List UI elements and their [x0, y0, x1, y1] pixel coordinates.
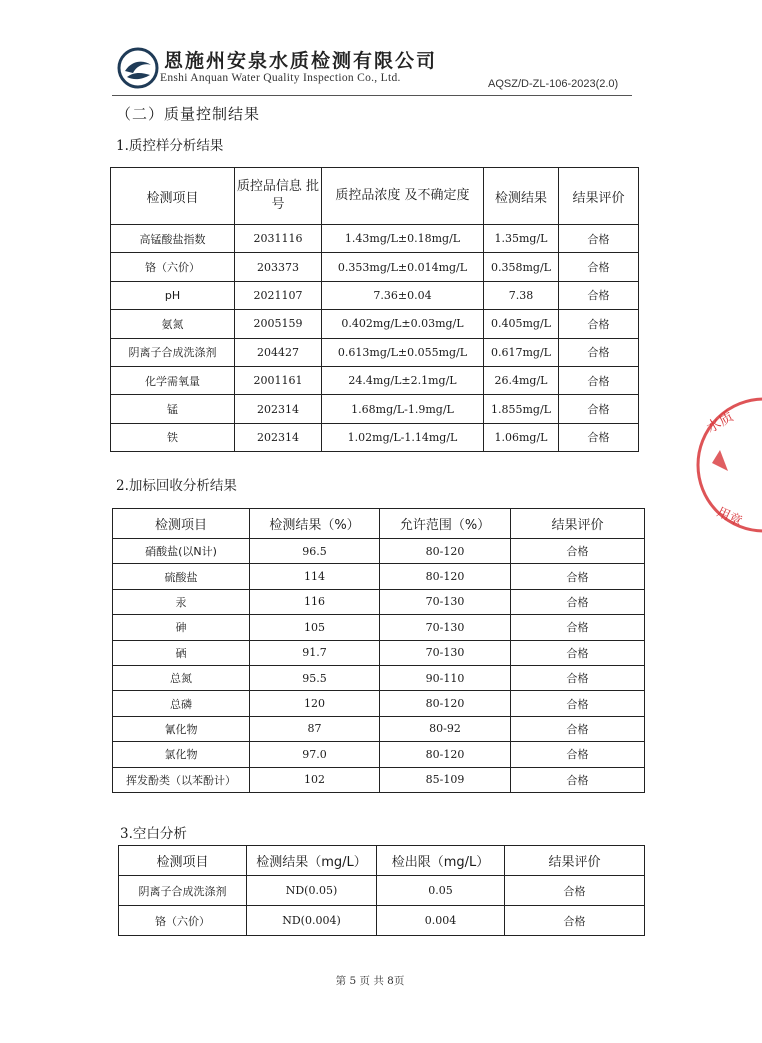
- table-cell: 0.405mg/L: [484, 310, 559, 338]
- table-cell: 0.617mg/L: [484, 338, 559, 366]
- document-code: AQSZ/D-ZL-106-2023(2.0): [488, 78, 619, 90]
- table-header-row: [119, 846, 645, 876]
- table-cell: 91.7: [250, 640, 380, 665]
- table-cell: 80-120: [380, 539, 511, 564]
- table-cell: 1.68mg/L-1.9mg/L: [322, 395, 484, 423]
- table-cell: 2001161: [235, 366, 322, 394]
- column-header: 允许范围（%）: [380, 509, 511, 539]
- table-row: [113, 539, 645, 564]
- table-cell: 高锰酸盐指数: [111, 225, 235, 253]
- table-cell: 铬（六价）: [119, 906, 247, 936]
- table-cell: 0.402mg/L±0.03mg/L: [322, 310, 484, 338]
- table-header-row: [111, 168, 639, 225]
- table-cell: ND(0.05): [247, 876, 377, 906]
- table-cell: 1.35mg/L: [484, 225, 559, 253]
- column-header: 检测项目: [111, 168, 235, 225]
- table-cell: 化学需氧量: [111, 366, 235, 394]
- table-cell: 202314: [235, 423, 322, 451]
- table-row: [113, 665, 645, 690]
- blank-analysis-title: 3.空白分析: [120, 826, 187, 842]
- table-cell: 总磷: [113, 691, 250, 716]
- table-cell: 合格: [559, 338, 639, 366]
- spike-recovery-title: 2.加标回收分析结果: [116, 478, 237, 494]
- table-cell: 24.4mg/L±2.1mg/L: [322, 366, 484, 394]
- table-cell: 合格: [511, 564, 645, 589]
- table-cell: 硫酸盐: [113, 564, 250, 589]
- table-cell: 总氮: [113, 665, 250, 690]
- table-cell: 铁: [111, 423, 235, 451]
- company-name-en: Enshi Anquan Water Quality Inspection Co., Ltd.: [160, 72, 401, 84]
- table-cell: 80-120: [380, 564, 511, 589]
- header-divider: [112, 95, 632, 96]
- table-cell: 氨氮: [111, 310, 235, 338]
- table-cell: pH: [111, 281, 235, 309]
- table-cell: 26.4mg/L: [484, 366, 559, 394]
- table-row: [113, 589, 645, 614]
- table-cell: 阴离子合成洗涤剂: [119, 876, 247, 906]
- company-name-cn: 恩施州安泉水质检测有限公司: [164, 50, 438, 72]
- table-row: [111, 395, 639, 423]
- column-header: 结果评价: [511, 509, 645, 539]
- table-cell: 汞: [113, 589, 250, 614]
- table-cell: 合格: [511, 615, 645, 640]
- table-cell: 95.5: [250, 665, 380, 690]
- column-header: 检测结果: [484, 168, 559, 225]
- table-cell: 合格: [559, 281, 639, 309]
- table-cell: 203373: [235, 253, 322, 281]
- spike-recovery-table: [112, 508, 645, 793]
- column-header: 检测项目: [113, 509, 250, 539]
- table-header-row: [113, 509, 645, 539]
- table-cell: 合格: [511, 539, 645, 564]
- table-cell: 硒: [113, 640, 250, 665]
- qc-samples-title: 1.质控样分析结果: [116, 138, 224, 154]
- table-row: [113, 767, 645, 792]
- table-cell: 80-92: [380, 716, 511, 741]
- table-row: [111, 281, 639, 309]
- table-cell: 1.43mg/L±0.18mg/L: [322, 225, 484, 253]
- table-cell: 114: [250, 564, 380, 589]
- table-cell: 70-130: [380, 589, 511, 614]
- table-row: [111, 225, 639, 253]
- table-cell: 合格: [505, 906, 645, 936]
- table-cell: 116: [250, 589, 380, 614]
- table-cell: 0.353mg/L±0.014mg/L: [322, 253, 484, 281]
- table-cell: 96.5: [250, 539, 380, 564]
- table-cell: 合格: [511, 691, 645, 716]
- table-cell: 合格: [559, 225, 639, 253]
- table-cell: 97.0: [250, 742, 380, 767]
- table-cell: 1.02mg/L-1.14mg/L: [322, 423, 484, 451]
- column-header: 质控品信息 批号: [235, 168, 322, 225]
- table-row: [111, 253, 639, 281]
- column-header: 检出限（mg/L）: [377, 846, 505, 876]
- table-cell: 合格: [559, 395, 639, 423]
- table-cell: 合格: [511, 767, 645, 792]
- table-cell: 硝酸盐(以N计): [113, 539, 250, 564]
- table-cell: 1.855mg/L: [484, 395, 559, 423]
- section-title: （二）质量控制结果: [116, 105, 261, 123]
- table-cell: 0.358mg/L: [484, 253, 559, 281]
- table-row: [113, 640, 645, 665]
- table-cell: 0.613mg/L±0.055mg/L: [322, 338, 484, 366]
- table-cell: 氰化物: [113, 716, 250, 741]
- table-cell: 7.38: [484, 281, 559, 309]
- table-cell: 70-130: [380, 640, 511, 665]
- table-cell: 合格: [559, 253, 639, 281]
- table-cell: 合格: [505, 876, 645, 906]
- table-cell: 80-120: [380, 742, 511, 767]
- table-cell: 合格: [511, 742, 645, 767]
- table-cell: 合格: [559, 423, 639, 451]
- company-logo-icon: [117, 47, 159, 89]
- table-cell: 合格: [511, 665, 645, 690]
- table-row: [113, 615, 645, 640]
- table-cell: 砷: [113, 615, 250, 640]
- table-row: [113, 742, 645, 767]
- svg-text:用章: 用章: [714, 505, 745, 530]
- table-row: [113, 716, 645, 741]
- column-header: 结果评价: [505, 846, 645, 876]
- table-cell: 合格: [511, 716, 645, 741]
- table-cell: 2021107: [235, 281, 322, 309]
- table-row: [111, 423, 639, 451]
- table-cell: 105: [250, 615, 380, 640]
- page-footer: 第 5 页 共 8页: [335, 975, 405, 987]
- table-cell: 氯化物: [113, 742, 250, 767]
- column-header: 检测结果（mg/L）: [247, 846, 377, 876]
- table-cell: 合格: [511, 640, 645, 665]
- svg-text:水质: 水质: [704, 408, 737, 437]
- table-row: [113, 691, 645, 716]
- table-row: [113, 564, 645, 589]
- table-cell: 70-130: [380, 615, 511, 640]
- table-cell: 1.06mg/L: [484, 423, 559, 451]
- table-cell: 2005159: [235, 310, 322, 338]
- column-header: 结果评价: [559, 168, 639, 225]
- table-row: [119, 876, 645, 906]
- table-cell: 80-120: [380, 691, 511, 716]
- table-cell: 合格: [511, 589, 645, 614]
- table-cell: 202314: [235, 395, 322, 423]
- table-row: [111, 310, 639, 338]
- table-cell: 2031116: [235, 225, 322, 253]
- table-cell: 0.05: [377, 876, 505, 906]
- table-cell: 90-110: [380, 665, 511, 690]
- table-cell: 7.36±0.04: [322, 281, 484, 309]
- table-row: [119, 906, 645, 936]
- official-seal-stamp: [702, 385, 762, 550]
- table-cell: 合格: [559, 310, 639, 338]
- table-cell: 87: [250, 716, 380, 741]
- table-cell: 阴离子合成洗涤剂: [111, 338, 235, 366]
- table-cell: ND(0.004): [247, 906, 377, 936]
- column-header: 检测项目: [119, 846, 247, 876]
- table-cell: 锰: [111, 395, 235, 423]
- table-cell: 120: [250, 691, 380, 716]
- table-cell: 铬（六价）: [111, 253, 235, 281]
- table-cell: 204427: [235, 338, 322, 366]
- qc-samples-table: [110, 167, 639, 452]
- table-cell: 挥发酚类（以苯酚计）: [113, 767, 250, 792]
- table-row: [111, 366, 639, 394]
- table-cell: 0.004: [377, 906, 505, 936]
- table-cell: 合格: [559, 366, 639, 394]
- column-header: 质控品浓度 及不确定度: [322, 168, 484, 225]
- table-cell: 102: [250, 767, 380, 792]
- blank-analysis-table: [118, 845, 645, 936]
- column-header: 检测结果（%）: [250, 509, 380, 539]
- table-row: [111, 338, 639, 366]
- table-cell: 85-109: [380, 767, 511, 792]
